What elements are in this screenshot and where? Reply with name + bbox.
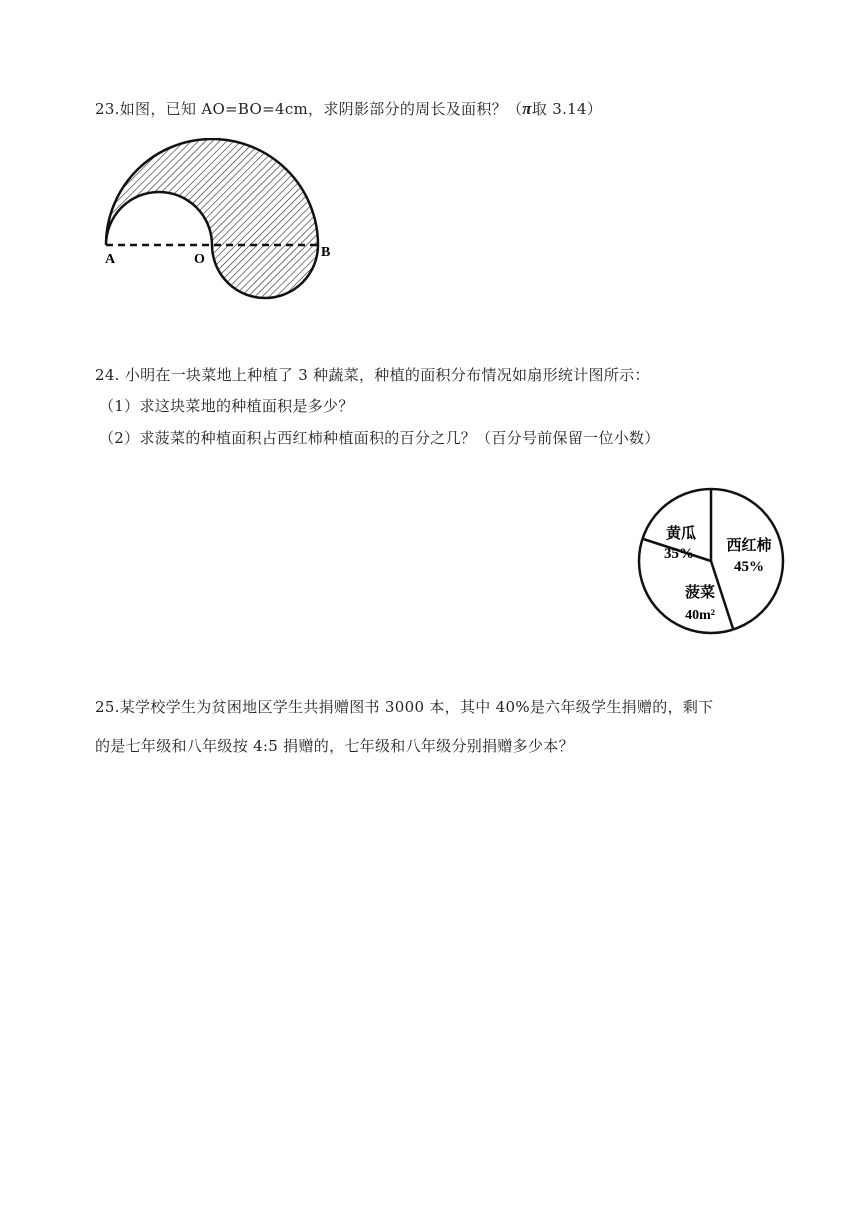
pie-label-cucumber-name: 黄瓜 [665,526,697,542]
point-o-label: O [194,252,205,267]
point-a-label: A [105,252,116,267]
pie-chart [630,482,795,642]
q24-part1: （1）求这块菜地的种植面积是多少？ [99,397,354,415]
pie-label-spinach-name: 菠菜 [684,585,716,601]
pi-symbol: π [522,99,532,118]
pie-label-spinach-value: 40m² [685,608,715,623]
q24-intro: 24. 小明在一块菜地上种植了 3 种蔬菜，种植的面积分布情况如扇形统计图所示： [95,366,650,384]
pie-label-cucumber-value: 35% [664,546,694,562]
shaded-region [106,139,318,298]
pie-label-tomato-name: 西红柿 [726,538,772,554]
q23-text-after-pi: 取 3.14） [531,100,603,118]
pie-label-tomato-value: 45% [734,559,764,575]
q25-line1: 25.某学校学生为贫困地区学生共捐赠图书 3000 本，其中 40%是六年级学生捐赠的，剩下 [95,698,714,716]
q23-figure [95,138,335,323]
point-b-label: B [321,245,331,260]
q25-line2: 的是七年级和八年级按 4:5 捐赠的，七年级和八年级分别捐赠多少本？ [95,737,574,755]
q23-text [95,99,602,119]
q24-part2: （2）求菠菜的种植面积占西红柿种植面积的百分之几？（百分号前保留一位小数） [99,429,660,447]
q23-text-before-pi: 23.如图，已知 AO=BO=4cm，求阴影部分的周长及面积？（ [95,100,523,118]
